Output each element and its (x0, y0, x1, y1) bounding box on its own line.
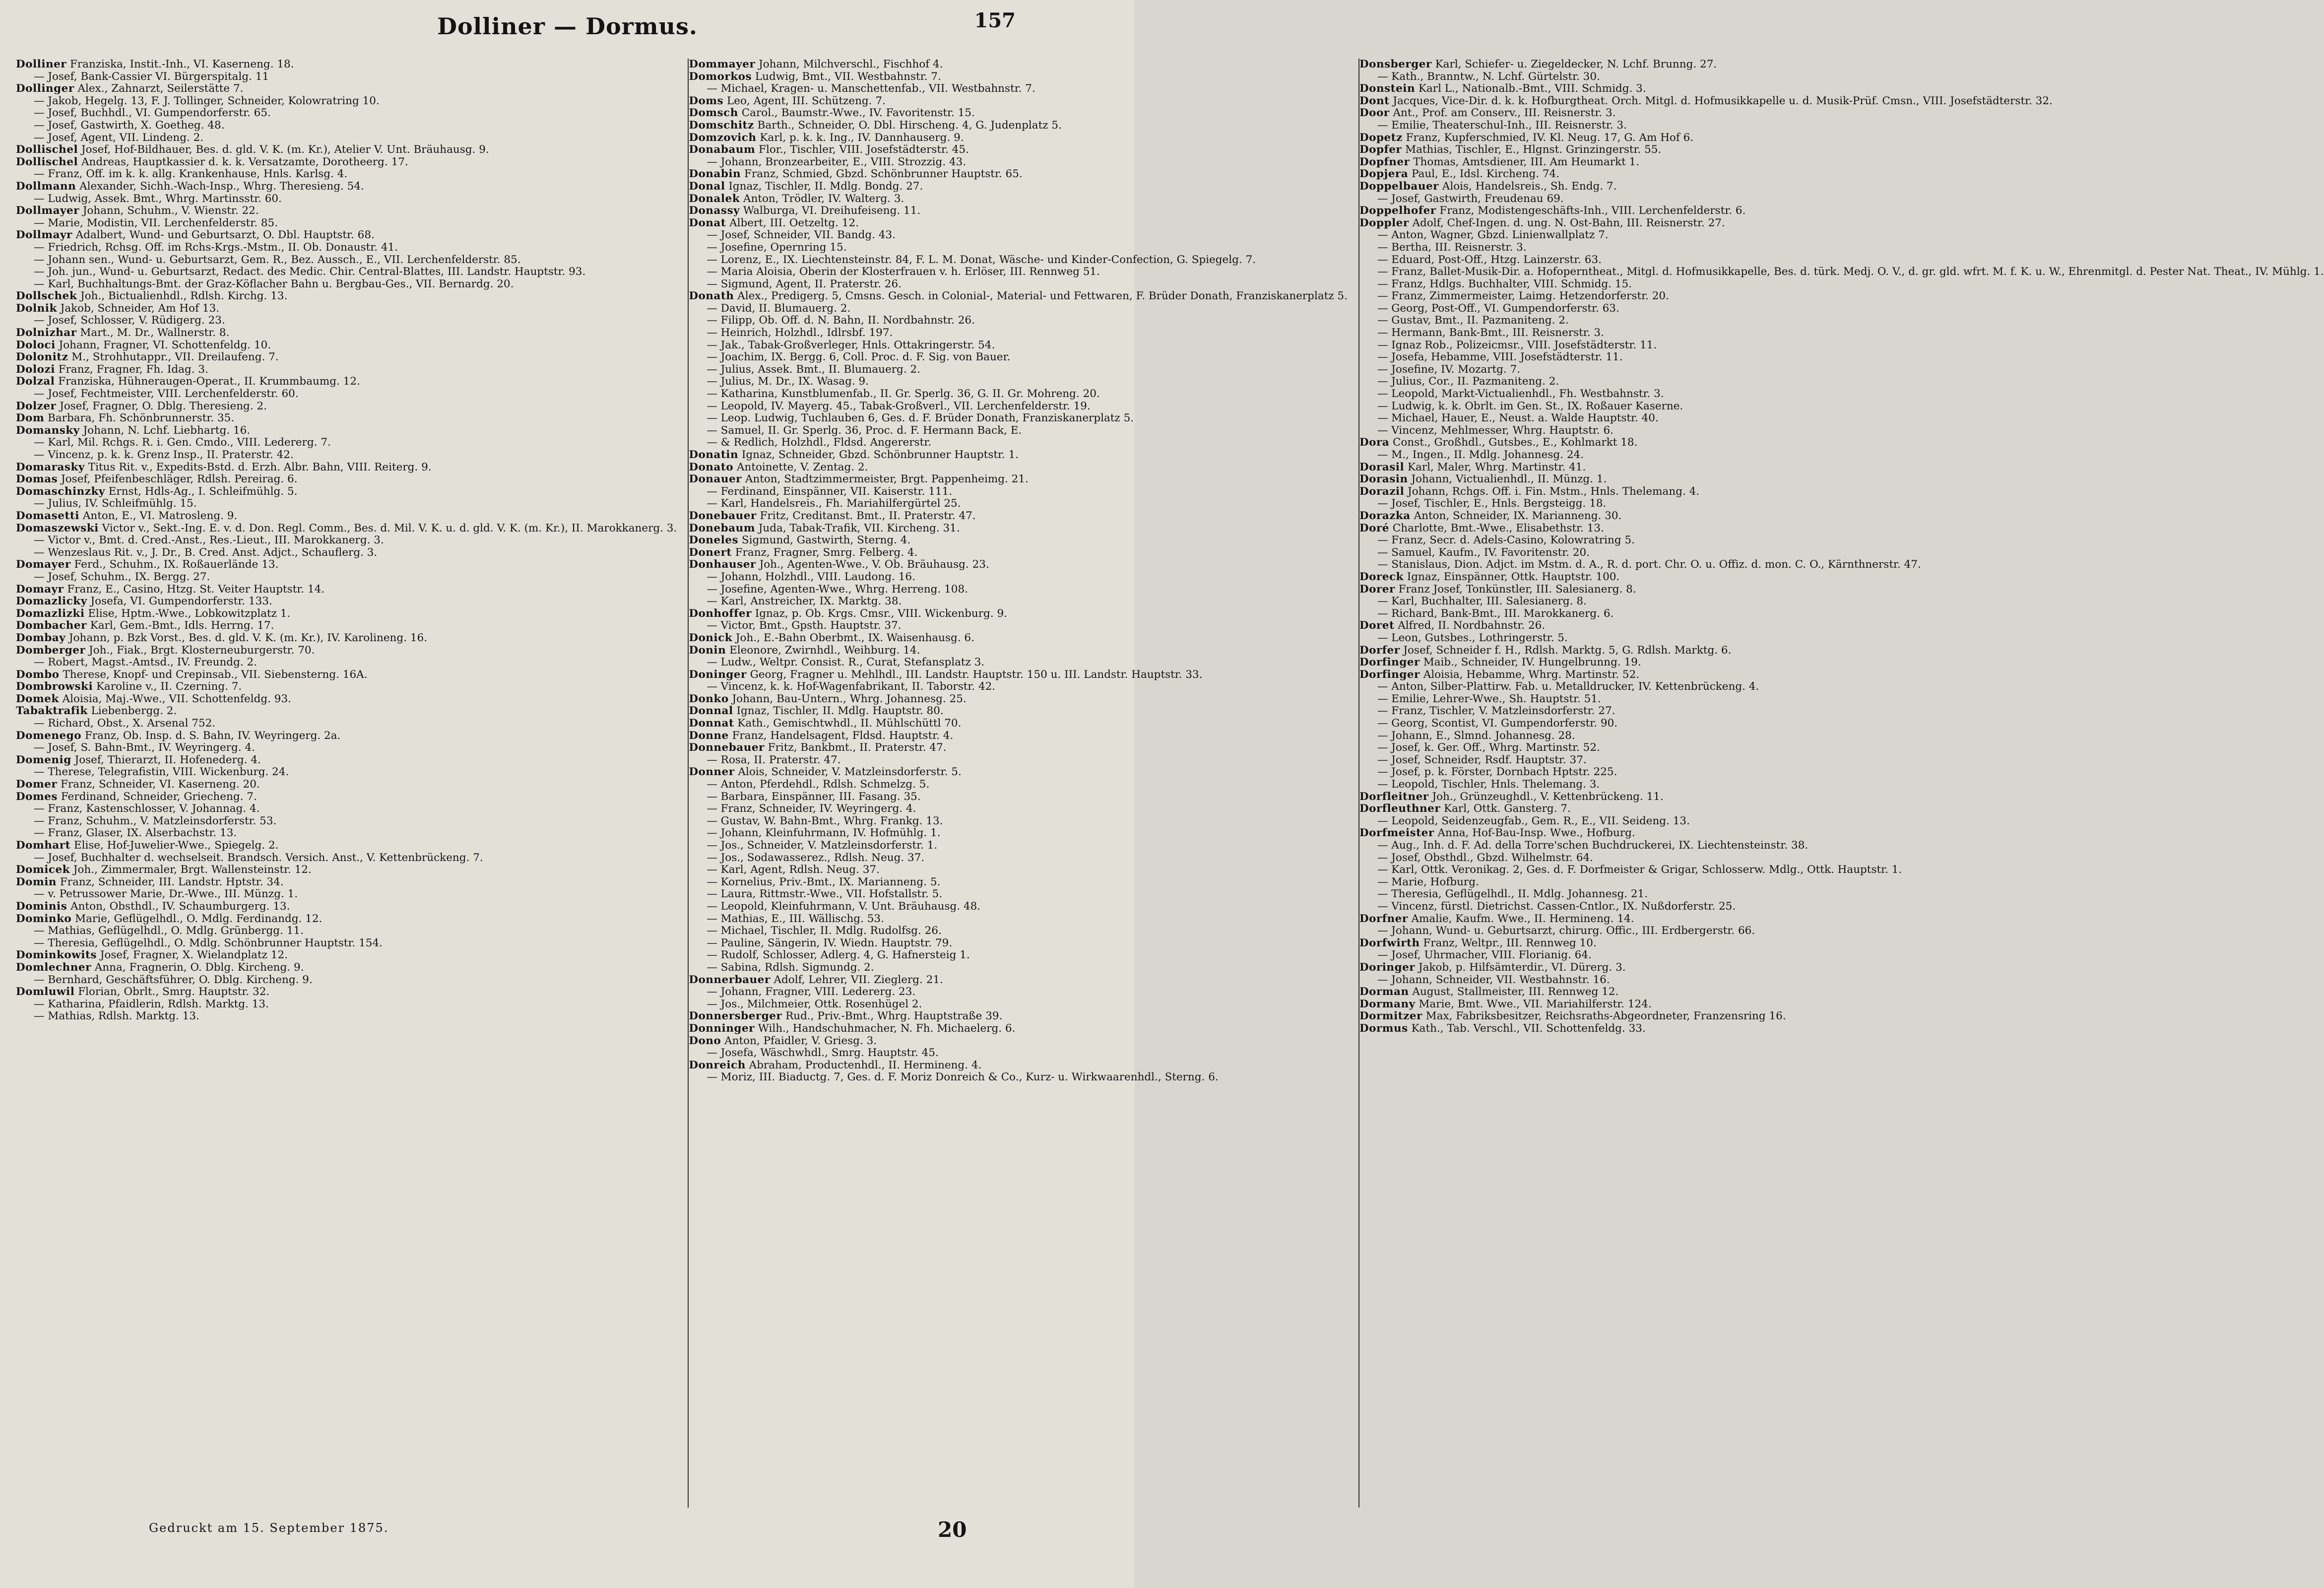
directory-entry: Domek Aloisia, Maj.-Wwe., VII. Schottenfeldg. 93. (16, 692, 291, 705)
directory-entry: — Mathias, E., III. Wällischg. 53. (707, 912, 884, 925)
directory-entry: Dollmann Alexander, Sichh.-Wach-Insp., Whrg. Theresieng. 54. (16, 180, 364, 193)
directory-entry: Donick Joh., E.-Bahn Oberbmt., IX. Waisenhausg. 6. (689, 631, 974, 644)
directory-entry: — Samuel, Kaufm., IV. Favoritenstr. 20. (1377, 546, 1590, 559)
directory-entry: — Franz, Schneider, IV. Weyringerg. 4. (707, 802, 916, 815)
directory-entry: Dolzal Franziska, Hühneraugen-Operat., II. Krummbaumg. 12. (16, 375, 360, 388)
sheet-signature: 20 (938, 1518, 967, 1542)
directory-entry: Domin Franz, Schneider, III. Landstr. Hptstr. 34. (16, 875, 284, 888)
column-left (16, 59, 677, 1508)
directory-entry: Dolnizhar Mart., M. Dr., Wallnerstr. 8. (16, 327, 230, 339)
directory-entry: — Karl, Buchhalter, III. Salesianerg. 8. (1377, 595, 1587, 608)
directory-entry: — Franz, Ballet-Musik-Dir. a. Hofoperntheat., Mitgl. d. Hofmusikkapelle, Bes. d. türk. Medj. O. V., d. gr. gld. wfrt. M. f. K. u. W., Ehrenmitgl. d. Pester Nat. Theat., IV. Mühlg. 1. (1377, 265, 2324, 278)
directory-entry: — Joh. jun., Wund- u. Geburtsarzt, Redact. des Medic. Chir. Central-Blattes, III. Landstr. Hauptstr. 93. (34, 265, 586, 278)
directory-entry: — Leopold, Seidenzeugfab., Gem. R., E., VII. Seideng. 13. (1377, 814, 1690, 827)
directory-entry: — v. Petrussower Marie, Dr.-Wwe., III. Münzg. 1. (34, 888, 298, 901)
directory-entry: — Kath., Branntw., N. Lchf. Gürtelstr. 30. (1377, 70, 1600, 83)
directory-entry: — Friedrich, Rchsg. Off. im Rchs-Krgs.-Mstm., II. Ob. Donaustr. 41. (34, 241, 398, 254)
directory-entry: — Josef, Uhrmacher, VIII. Florianig. 64. (1377, 949, 1592, 962)
directory-entry: Donebaum Juda, Tabak-Trafik, VII. Kircheng. 31. (689, 522, 960, 534)
directory-entry: — Victor v., Bmt. d. Cred.-Anst., Res.-Lieut., III. Marokkanerg. 3. (34, 534, 384, 547)
directory-entry: Domlechner Anna, Fragnerin, O. Dblg. Kircheng. 9. (16, 961, 304, 974)
directory-entry: — Jakob, Hegelg. 13, F. J. Tollinger, Schneider, Kolowratring 10. (34, 94, 380, 107)
directory-entry: Donninger Wilh., Handschuhmacher, N. Fh. Michaelerg. 6. (689, 1022, 1016, 1035)
directory-entry: — Josefine, IV. Mozartg. 7. (1377, 363, 1521, 376)
directory-entry: — Johann, E., Slmnd. Johannesg. 28. (1377, 729, 1575, 742)
directory-entry: — Franz, Glaser, IX. Alserbachstr. 13. (34, 827, 237, 840)
directory-entry: — Theresia, Geflügelhdl., O. Mdlg. Schönbrunner Hauptstr. 154. (34, 936, 383, 949)
directory-entry: — Ludw., Weltpr. Consist. R., Curat, Stefansplatz 3. (707, 656, 985, 669)
directory-entry: — Mathias, Geflügelhdl., O. Mdlg. Grünbergg. 11. (34, 925, 304, 937)
directory-entry: — Josef, Gastwirth, X. Goetheg. 48. (34, 119, 225, 132)
directory-entry: Dorman August, Stallmeister, III. Rennweg 12. (1359, 986, 1619, 998)
directory-entry: — Lorenz, E., IX. Liechtensteinstr. 84, F. L. M. Donat, Wäsche- und Kinder-Confection, G. Spiegelg. 7. (707, 253, 1256, 266)
directory-entry: — Richard, Obst., X. Arsenal 752. (34, 717, 216, 730)
directory-entry: — Jos., Schneider, V. Matzleinsdorferstr. 1. (707, 839, 938, 852)
directory-entry: Donabin Franz, Schmied, Gbzd. Schönbrunner Hauptstr. 65. (689, 168, 1023, 181)
directory-entry: Dopfner Thomas, Amtsdiener, III. Am Heumarkt 1. (1359, 155, 1640, 168)
directory-entry: Domazlicky Josefa, VI. Gumpendorferstr. 133. (16, 595, 272, 608)
directory-entry: Domes Ferdinand, Schneider, Griecheng. 7. (16, 790, 257, 803)
directory-entry: — Leop. Ludwig, Tuchlauben 6, Ges. d. F. Brüder Donath, Franziskanerplatz 5. (707, 412, 1134, 425)
directory-entry: — Josef, k. Ger. Off., Whrg. Martinstr. 52. (1377, 741, 1600, 754)
directory-entry: Dorfmeister Anna, Hof-Bau-Insp. Wwe., Hofburg. (1359, 827, 1635, 840)
directory-entry: — Gustav, W. Bahn-Bmt., Whrg. Frankg. 13. (707, 814, 943, 827)
directory-entry: Donalek Anton, Trödler, IV. Walterg. 3. (689, 192, 904, 205)
directory-entry: Domenego Franz, Ob. Insp. d. S. Bahn, IV. Weyringerg. 2a. (16, 729, 341, 742)
directory-entry: Domayr Franz, E., Casino, Htzg. St. Veiter Hauptstr. 14. (16, 583, 325, 596)
directory-entry: — Gustav, Bmt., II. Pazmaniteng. 2. (1377, 314, 1569, 327)
directory-entry: Donabaum Flor., Tischler, VIII. Josefstädterstr. 45. (689, 143, 969, 156)
directory-entry: — Wenzeslaus Rit. v., J. Dr., B. Cred. Anst. Adjct., Schauflerg. 3. (34, 546, 378, 559)
directory-entry: — Laura, Rittmstr.-Wwe., VII. Hofstallstr. 5. (707, 888, 943, 901)
directory-entry: Donato Antoinette, V. Zentag. 2. (689, 461, 868, 473)
directory-entry: Donne Franz, Handelsagent, Fldsd. Hauptstr. 4. (689, 729, 954, 742)
directory-entry: — Kornelius, Priv.-Bmt., IX. Marianneng. 5. (707, 875, 941, 888)
directory-entry: — Pauline, Sängerin, IV. Wiedn. Hauptstr. 79. (707, 936, 953, 949)
directory-entry: — Maria Aloisia, Oberin der Klosterfrauen v. h. Erlöser, III. Rennweg 51. (707, 265, 1100, 278)
directory-entry: Donner Alois, Schneider, V. Matzleinsdorferstr. 5. (689, 766, 962, 779)
directory-entry: Doninger Georg, Fragner u. Mehlhdl., III. Landstr. Hauptstr. 150 u. III. Landstr. Hauptstr. 33. (689, 668, 1203, 681)
directory-entry: Domarasky Titus Rit. v., Expedits-Bstd. d. Erzh. Albr. Bahn, VIII. Reiterg. 9. (16, 461, 432, 473)
directory-entry: Domas Josef, Pfeifenbeschläger, Rdlsh. Pereirag. 6. (16, 473, 298, 486)
directory-entry: — Josef, Schuhm., IX. Bergg. 27. (34, 570, 210, 583)
directory-entry: — Ludwig, Assek. Bmt., Whrg. Martinsstr. 60. (34, 192, 282, 205)
directory-entry: — Josefine, Opernring 15. (707, 241, 847, 254)
directory-entry: — Leopold, IV. Mayerg. 45., Tabak-Großverl., VII. Lerchenfelderstr. 19. (707, 399, 1091, 412)
directory-entry: — Josef, p. k. Förster, Dornbach Hptstr. 225. (1377, 766, 1617, 779)
directory-entry: Domazlizki Elise, Hptm.-Wwe., Lobkowitzplatz 1. (16, 607, 291, 620)
directory-entry: Dorfleitner Joh., Grünzeughdl., V. Kettenbrückeng. 11. (1359, 790, 1664, 803)
directory-entry: — Julius, M. Dr., IX. Wasag. 9. (707, 375, 869, 388)
directory-entry: Dopfer Mathias, Tischler, E., Hlgnst. Grinzingerstr. 55. (1359, 143, 1662, 156)
directory-entry: — Stanislaus, Dion. Adjct. im Mstm. d. A., R. d. port. Chr. O. u. Offiz. d. mon. C. O., Kärnthnerstr. 47. (1377, 558, 1921, 571)
directory-entry: Dorer Franz Josef, Tonkünstler, III. Salesianerg. 8. (1359, 583, 1636, 596)
directory-entry: Domzovich Karl, p. k. k. Ing., IV. Dannhauserg. 9. (689, 131, 964, 144)
directory-entry: Doppler Adolf, Chef-Ingen. d. ung. N. Ost-Bahn, III. Reisnerstr. 27. (1359, 216, 1725, 229)
directory-entry: — Josef, Tischler, E., Hnls. Bergsteigg. 18. (1377, 497, 1607, 510)
directory-entry: Dorasil Karl, Maler, Whrg. Martinstr. 41. (1359, 461, 1586, 473)
directory-entry: — Robert, Magst.-Amtsd., IV. Freundg. 2. (34, 656, 258, 669)
directory-entry: Dorasin Johann, Victualienhdl., II. Münzg. 1. (1359, 473, 1607, 486)
directory-entry: Dora Const., Großhdl., Gutsbes., E., Kohlmarkt 18. (1359, 436, 1638, 449)
directory-entry: Dono Anton, Pfaidler, V. Griesg. 3. (689, 1034, 877, 1047)
directory-entry: — Johann sen., Wund- u. Geburtsarzt, Gem. R., Bez. Aussch., E., VII. Lerchenfelderstr. 85. (34, 253, 521, 266)
directory-entry: — Bertha, III. Reisnerstr. 3. (1377, 241, 1527, 254)
directory-entry: — Katharina, Kunstblumenfab., II. Gr. Sperlg. 36, G. II. Gr. Mohreng. 20. (707, 388, 1100, 400)
directory-entry: — Heinrich, Holzhdl., Idlrsbf. 197. (707, 327, 893, 339)
directory-entry: Donstein Karl L., Nationalb.-Bmt., VIII. Schmidg. 3. (1359, 82, 1646, 95)
directory-entry: — Johann, Wund- u. Geburtsarzt, chirurg. Offic., III. Erdbergerstr. 66. (1377, 925, 1755, 937)
directory-entry: Dollischel Andreas, Hauptkassier d. k. k. Versatzamte, Dorotheerg. 17. (16, 155, 408, 168)
directory-entry: Dolliner Franziska, Instit.-Inh., VI. Kaserneng. 18. (16, 58, 294, 70)
directory-entry: Doré Charlotte, Bmt.-Wwe., Elisabethstr. 13. (1359, 522, 1604, 534)
directory-entry: — Leopold, Kleinfuhrmann, V. Unt. Bräuhausg. 48. (707, 900, 981, 913)
directory-entry: Door Ant., Prof. am Conserv., III. Reisnerstr. 3. (1359, 107, 1616, 120)
directory-entry: — Leon, Gutsbes., Lothringerstr. 5. (1377, 631, 1568, 644)
directory-entry: — Anton, Silber-Plattirw. Fab. u. Metalldrucker, IV. Kettenbrückeng. 4. (1377, 680, 1759, 693)
directory-entry: Domaszewski Victor v., Sekt.-Ing. E. v. d. Don. Regl. Comm., Bes. d. Mil. V. K. u. d. gld. V. K. (m. Kr.), II. Marokkanerg. 3. (16, 522, 677, 534)
directory-entry: Donatin Ignaz, Schneider, Gbzd. Schönbrunner Hauptstr. 1. (689, 449, 1019, 461)
directory-entry: — Joachim, IX. Bergg. 6, Coll. Proc. d. F. Sig. von Bauer. (707, 351, 1011, 364)
directory-entry: Dolonitz M., Strohhutappr., VII. Dreilaufeng. 7. (16, 351, 279, 364)
directory-entry: Dollischel Josef, Hof-Bildhauer, Bes. d. gld. V. K. (m. Kr.), Atelier V. Unt. Bräuhausg. 9. (16, 143, 489, 156)
directory-entry: — Sigmund, Agent, II. Praterstr. 26. (707, 277, 902, 290)
directory-entry: Dolnik Jakob, Schneider, Am Hof 13. (16, 302, 220, 315)
directory-entry: — Katharina, Pfaidlerin, Rdlsh. Marktg. 13. (34, 997, 269, 1010)
directory-entry: Donin Eleonore, Zwirnhdl., Weihburg. 14. (689, 644, 920, 657)
directory-entry: — Leopold, Tischler, Hnls. Thelemang. 3. (1377, 778, 1600, 791)
directory-entry: — Aug., Inh. d. F. Ad. della Torre'schen Buchdruckerei, IX. Liechtensteinstr. 38. (1377, 839, 1808, 852)
directory-entry: — Franz, Hdlgs. Buchhalter, VIII. Schmidg. 15. (1377, 277, 1632, 290)
directory-entry: Dollmayr Adalbert, Wund- und Geburtsarzt, O. Dbl. Hauptstr. 68. (16, 229, 375, 242)
directory-entry: — Josef, Buchhalter d. wechselseit. Brandsch. Versich. Anst., V. Kettenbrückeng. 7. (34, 851, 483, 864)
directory-entry: Donnerbauer Adolf, Lehrer, VII. Zieglerg. 21. (689, 973, 943, 986)
directory-entry: — Mathias, Rdlsh. Marktg. 13. (34, 1010, 199, 1023)
directory-entry: — Julius, Assek. Bmt., II. Blumauerg. 2. (707, 363, 920, 376)
directory-entry: Dorfleuthner Karl, Ottk. Gansterg. 7. (1359, 802, 1571, 815)
directory-entry: — Anton, Wagner, Gbzd. Linienwallplatz 7. (1377, 229, 1609, 242)
directory-entry: Domansky Johann, N. Lchf. Liebhartg. 16. (16, 424, 251, 437)
directory-entry: — Karl, Agent, Rdlsh. Neug. 37. (707, 863, 880, 876)
directory-entry: — Josef, Buchhdl., VI. Gumpendorferstr. 65. (34, 107, 271, 120)
directory-entry: — Georg, Post-Off., VI. Gumpendorferstr. 63. (1377, 302, 1619, 315)
directory-entry: Dombrowski Karoline v., II. Czerning. 7. (16, 680, 242, 693)
directory-entry: Dombo Therese, Knopf- und Crepinsab., VII. Siebensterng. 16A. (16, 668, 368, 681)
directory-entry: — Karl, Handelsreis., Fh. Mariahilfergürtel 25. (707, 497, 961, 510)
directory-entry: Dorfinger Maib., Schneider, IV. Hungelbrunng. 19. (1359, 656, 1641, 669)
directory-entry: — Rudolf, Schlosser, Adlerg. 4, G. Hafnersteig 1. (707, 949, 970, 962)
directory-entry: Dominis Anton, Obsthdl., IV. Schaumburgerg. 13. (16, 900, 290, 913)
directory-entry: — Anton, Pferdehdl., Rdlsh. Schmelzg. 5. (707, 778, 930, 791)
directory-entry: — Johann, Kleinfuhrmann, IV. Hofmühlg. 1. (707, 827, 941, 840)
directory-entry: Dom Barbara, Fh. Schönbrunnerstr. 35. (16, 412, 235, 425)
column-middle (688, 59, 1348, 1508)
directory-entry: — Karl, Buchhaltungs-Bmt. der Graz-Köflacher Bahn u. Bergbau-Ges., VII. Bernardg. 20. (34, 277, 514, 290)
directory-entry: — Josefa, Wäschwhdl., Smrg. Hauptstr. 45. (707, 1047, 939, 1059)
page-number: 157 (974, 9, 1016, 32)
directory-entry: — Michael, Kragen- u. Manschettenfab., VII. Westbahnstr. 7. (707, 82, 1035, 95)
directory-entry: — Marie, Hofburg. (1377, 875, 1479, 888)
directory-entry: Dorfinger Aloisia, Hebamme, Whrg. Martinstr. 52. (1359, 668, 1640, 681)
directory-entry: Dont Jacques, Vice-Dir. d. k. k. Hofburgtheat. Orch. Mitgl. d. Hofmusikkapelle u. d. Musik-Prüf. Cmsn., VIII. Josefstädterstr. 32. (1359, 94, 2053, 107)
directory-entry: Domluwil Florian, Obrlt., Smrg. Hauptstr. 32. (16, 986, 270, 998)
directory-entry: — Filipp, Ob. Off. d. N. Bahn, II. Nordbahnstr. 26. (707, 314, 975, 327)
directory-entry: — Franz, Kastenschlosser, V. Johannag. 4. (34, 802, 260, 815)
directory-entry: — Ignaz Rob., Polizeicmsr., VIII. Josefstädterstr. 11. (1377, 338, 1657, 351)
directory-entry: — Michael, Hauer, E., Neust. a. Walde Hauptstr. 40. (1377, 412, 1659, 425)
directory-entry: — Ferdinand, Einspänner, VII. Kaiserstr. 111. (707, 485, 953, 498)
directory-entry: Donnebauer Fritz, Bankbmt., II. Praterstr. 47. (689, 741, 947, 754)
directory-entry: — Victor, Bmt., Gpsth. Hauptstr. 37. (707, 619, 902, 632)
directory-entry: — Franz, Tischler, V. Matzleinsdorferstr. 27. (1377, 705, 1615, 718)
directory-entry: Donert Franz, Fragner, Smrg. Felberg. 4. (689, 546, 918, 559)
directory-entry: — Marie, Modistin, VII. Lerchenfelderstr. 85. (34, 216, 278, 229)
directory-entry: Donnat Kath., Gemischtwhdl., II. Mühlschüttl 70. (689, 717, 962, 730)
directory-entry: Doloci Johann, Fragner, VI. Schottenfeldg. 10. (16, 338, 271, 351)
directory-entry: — Julius, IV. Schleifmühlg. 15. (34, 497, 197, 510)
directory-entry: Donhoffer Ignaz, p. Ob. Krgs. Cmsr., VIII. Wickenburg. 9. (689, 607, 1007, 620)
directory-entry: Doret Alfred, II. Nordbahnstr. 26. (1359, 619, 1546, 632)
directory-entry: Dolzer Josef, Fragner, O. Dblg. Theresieng. 2. (16, 399, 267, 412)
directory-entry: Dorfer Josef, Schneider f. H., Rdlsh. Marktg. 5, G. Rdlsh. Marktg. 6. (1359, 644, 1732, 657)
directory-entry: Dominko Marie, Geflügelhdl., O. Mdlg. Ferdinandg. 12. (16, 912, 323, 925)
directory-entry: — Vincenz, k. k. Hof-Wagenfabrikant, II. Taborstr. 42. (707, 680, 996, 693)
directory-entry: — Richard, Bank-Bmt., III. Marokkanerg. 6. (1377, 607, 1614, 620)
directory-entry: — Ludwig, k. k. Obrlt. im Gen. St., IX. Roßauer Kaserne. (1377, 399, 1683, 412)
directory-entry: — Emilie, Lehrer-Wwe., Sh. Hauptstr. 51. (1377, 692, 1601, 705)
directory-entry: Doneles Sigmund, Gastwirth, Sterng. 4. (689, 534, 911, 547)
directory-entry: Doppelhofer Franz, Modistengeschäfts-Inh., VIII. Lerchenfelderstr. 6. (1359, 204, 1746, 217)
directory-entry: — Franz, Off. im k. k. allg. Krankenhause, Hnls. Karlsg. 4. (34, 168, 348, 181)
directory-entry: Dollinger Alex., Zahnarzt, Seilerstätte 7. (16, 82, 244, 95)
directory-entry: Dorazil Johann, Rchgs. Off. i. Fin. Mstm., Hnls. Thelemang. 4. (1359, 485, 1700, 498)
directory-entry: — Josef, Fechtmeister, VIII. Lerchenfelderstr. 60. (34, 388, 299, 400)
directory-entry: — Johann, Fragner, VIII. Ledererg. 23. (707, 986, 916, 998)
directory-entry: — M., Ingen., II. Mdlg. Johannesg. 24. (1377, 449, 1584, 461)
directory-entry: Dorazka Anton, Schneider, IX. Marianneng. 30. (1359, 509, 1622, 522)
directory-entry: — Franz, Schuhm., V. Matzleinsdorferstr. 53. (34, 814, 277, 827)
directory-entry: — Sabina, Rdlsh. Sigmundg. 2. (707, 961, 874, 974)
directory-entry: Dopetz Franz, Kupferschmied, IV. Kl. Neug. 17, G. Am Hof 6. (1359, 131, 1694, 144)
running-title: Dolliner — Dormus. (437, 13, 698, 40)
directory-entry: Domorkos Ludwig, Bmt., VII. Westbahnstr. 7. (689, 70, 941, 83)
directory-entry: — Jos., Sodawasserez., Rdlsh. Neug. 37. (707, 851, 925, 864)
directory-entry: Donal Ignaz, Tischler, II. Mdlg. Bondg. 27. (689, 180, 923, 193)
directory-entry: Dormany Marie, Bmt. Wwe., VII. Mariahilferstr. 124. (1359, 997, 1652, 1010)
directory-entry: — Michael, Tischler, II. Mdlg. Rudolfsg. 26. (707, 925, 942, 937)
directory-entry: — Johann, Bronzearbeiter, E., VIII. Strozzig. 43. (707, 155, 967, 168)
directory-entry: Domsch Carol., Baumstr.-Wwe., IV. Favoritenstr. 15. (689, 107, 975, 120)
directory-entry: Dominkowits Josef, Fragner, X. Wielandplatz 12. (16, 949, 288, 962)
column-right (1358, 59, 2324, 1508)
directory-entry: Domer Franz, Schneider, VI. Kaserneng. 20. (16, 778, 260, 791)
directory-entry: Domaschinzky Ernst, Hdls-Ag., I. Schleifmühlg. 5. (16, 485, 298, 498)
directory-entry: — Josef, Obsthdl., Gbzd. Wilhelmstr. 64. (1377, 851, 1593, 864)
directory-entry: Donassy Walburga, VI. Dreihufeiseng. 11. (689, 204, 921, 217)
directory-entry: — Rosa, II. Praterstr. 47. (707, 753, 841, 766)
directory-entry: Doppelbauer Alois, Handelsreis., Sh. Endg. 7. (1359, 180, 1617, 193)
directory-entry: Dorfner Amalie, Kaufm. Wwe., II. Hermineng. 14. (1359, 912, 1634, 925)
directory-entry: — David, II. Blumauerg. 2. (707, 302, 851, 315)
directory-entry: Doms Leo, Agent, III. Schützeng. 7. (689, 94, 886, 107)
directory-entry: Dollmayer Johann, Schuhm., V. Wienstr. 22. (16, 204, 259, 217)
directory-entry: — Julius, Cor., II. Pazmaniteng. 2. (1377, 375, 1559, 388)
directory-entry: — Johann, Holzhdl., VIII. Laudong. 16. (707, 570, 915, 583)
directory-entry: Donnal Ignaz, Tischler, II. Mdlg. Hauptstr. 80. (689, 705, 944, 718)
directory-entry: Donebauer Fritz, Creditanst. Bmt., II. Praterstr. 47. (689, 509, 976, 522)
directory-entry: Donhauser Joh., Agenten-Wwe., V. Ob. Bräuhausg. 23. (689, 558, 989, 571)
directory-entry: — Vincenz, Mehlmesser, Whrg. Hauptstr. 6. (1377, 424, 1614, 437)
directory-entry: Dombay Johann, p. Bzk Vorst., Bes. d. gld. V. K. (m. Kr.), IV. Karolineng. 16. (16, 631, 428, 644)
directory-entry: — Josefa, Hebamme, VIII. Josefstädterstr. 11. (1377, 351, 1623, 364)
directory-entry: — Theresia, Geflügelhdl., II. Mdlg. Johannesg. 21. (1377, 888, 1648, 901)
directory-entry: — Georg, Scontist, VI. Gumpendorferstr. 90. (1377, 717, 1618, 730)
directory-entry: — Josef, S. Bahn-Bmt., IV. Weyringerg. 4. (34, 741, 255, 754)
directory-entry: Domasetti Anton, E., VI. Matrosleng. 9. (16, 509, 238, 522)
directory-entry: Domschitz Barth., Schneider, O. Dbl. Hirscheng. 4, G. Judenplatz 5. (689, 119, 1062, 132)
directory-entry: Dorfwirth Franz, Weltpr., III. Rennweg 10. (1359, 936, 1597, 949)
directory-entry: Dopjera Paul, E., Idsl. Kircheng. 74. (1359, 168, 1560, 181)
directory-entry: — Jak., Tabak-Großverleger, Hnls. Ottakringerstr. 54. (707, 338, 995, 351)
directory-entry: — Karl, Anstreicher, IX. Marktg. 38. (707, 595, 902, 608)
directory-entry: — Josef, Schneider, Rsdf. Hauptstr. 37. (1377, 753, 1587, 766)
directory-entry: — & Redlich, Holzhdl., Fldsd. Angererstr. (707, 436, 932, 449)
directory-entry: Dombacher Karl, Gem.-Bmt., Idls. Herrng. 17. (16, 619, 274, 632)
directory-entry: Domayer Ferd., Schuhm., IX. Roßauerlände 13. (16, 558, 279, 571)
directory-entry: — Barbara, Einspänner, III. Fasang. 35. (707, 790, 921, 803)
directory-entry: — Emilie, Theaterschul-Inh., III. Reisnerstr. 3. (1377, 119, 1627, 132)
directory-entry: Donreich Abraham, Productenhdl., II. Hermineng. 4. (689, 1059, 982, 1071)
directory-entry: — Moriz, III. Biaductg. 7, Ges. d. F. Moriz Donreich & Co., Kurz- u. Wirkwaarenhdl., Sterng. 6. (707, 1071, 1219, 1084)
directory-entry: Dolozi Franz, Fragner, Fh. Idag. 3. (16, 363, 208, 376)
directory-entry: Tabaktrafik Liebenbergg. 2. (16, 705, 177, 718)
directory-entry: Dormus Kath., Tab. Verschl., VII. Schottenfeldg. 33. (1359, 1022, 1646, 1035)
directory-entry: Domenig Josef, Thierarzt, II. Hofenederg. 4. (16, 753, 261, 766)
directory-entry: Doreck Ignaz, Einspänner, Ottk. Hauptstr. 100. (1359, 570, 1620, 583)
directory-entry: — Josef, Schlosser, V. Rüdigerg. 23. (34, 314, 225, 327)
directory-entry: — Josef, Agent, VII. Lindeng. 2. (34, 131, 204, 144)
directory-entry: — Vincenz, p. k. k. Grenz Insp., II. Praterstr. 42. (34, 449, 294, 461)
print-date-note: Gedruckt am 15. September 1875. (149, 1521, 389, 1535)
directory-entry: — Eduard, Post-Off., Htzg. Lainzerstr. 63. (1377, 253, 1602, 266)
directory-entry: — Karl, Mil. Rchgs. R. i. Gen. Cmdo., VIII. Ledererg. 7. (34, 436, 331, 449)
directory-entry: Domicek Joh., Zimmermaler, Brgt. Wallensteinstr. 12. (16, 863, 312, 876)
entry-columns (16, 58, 2324, 1508)
directory-entry: Domhart Elise, Hof-Juwelier-Wwe., Spiegelg. 2. (16, 839, 279, 852)
directory-entry: Dormitzer Max, Fabriksbesitzer, Reichsraths-Abgeordneter, Franzensring 16. (1359, 1010, 1786, 1023)
directory-entry: — Franz, Zimmermeister, Laimg. Hetzendorferstr. 20. (1377, 290, 1669, 303)
directory-entry: — Karl, Ottk. Veronikag. 2, Ges. d. F. Dorfmeister & Grigar, Schlosserw. Mdlg., Ottk. Hauptstr. 1. (1377, 863, 1902, 876)
directory-entry: Donsberger Karl, Schiefer- u. Ziegeldecker, N. Lchf. Brunng. 27. (1359, 58, 1717, 70)
directory-entry: Donko Johann, Bau-Untern., Whrg. Johannesg. 25. (689, 692, 967, 705)
directory-entry: Domberger Joh., Fiak., Brgt. Klosterneuburgerstr. 70. (16, 644, 315, 657)
directory-entry: — Bernhard, Geschäftsführer, O. Dblg. Kircheng. 9. (34, 973, 313, 986)
directory-entry: — Hermann, Bank-Bmt., III. Reisnerstr. 3. (1377, 327, 1604, 339)
directory-entry: Donat Albert, III. Oetzeltg. 12. (689, 216, 859, 229)
directory-entry: — Jos., Milchmeier, Ottk. Rosenhügel 2. (707, 997, 922, 1010)
directory-entry: Dommayer Johann, Milchverschl., Fischhof 4. (689, 58, 943, 70)
directory-entry: — Johann, Schneider, VII. Westbahnstr. 16. (1377, 973, 1610, 986)
directory-entry: Donath Alex., Predigerg. 5, Cmsns. Gesch. in Colonial-, Material- und Fettwaren, F. Brüder Donath, Franziskanerplatz 5. (689, 290, 1348, 303)
page-header (0, 9, 1135, 39)
directory-entry: — Franz, Secr. d. Adels-Casino, Kolowratring 5. (1377, 534, 1635, 547)
directory-entry: — Vincenz, fürstl. Dietrichst. Cassen-Cntlor., IX. Nußdorferstr. 25. (1377, 900, 1736, 913)
directory-entry: — Josef, Schneider, VII. Bandg. 43. (707, 229, 896, 242)
directory-entry: — Josef, Bank-Cassier VI. Bürgerspitalg. 11 (34, 70, 269, 83)
directory-entry: Doringer Jakob, p. Hilfsämterdir., VI. Dürerg. 3. (1359, 961, 1626, 974)
directory-entry: — Therese, Telegrafistin, VIII. Wickenburg. 24. (34, 766, 289, 779)
directory-entry: Donauer Anton, Stadtzimmermeister, Brgt. Pappenheimg. 21. (689, 473, 1029, 486)
directory-entry: — Josefine, Agenten-Wwe., Whrg. Herreng. 108. (707, 583, 968, 596)
directory-entry: Donnersberger Rud., Priv.-Bmt., Whrg. Hauptstraße 39. (689, 1010, 1003, 1023)
directory-entry: Dollschek Joh., Bictualienhdl., Rdlsh. Kirchg. 13. (16, 290, 288, 303)
directory-entry: — Leopold, Markt-Victualienhdl., Fh. Westbahnstr. 3. (1377, 388, 1664, 400)
directory-entry: — Samuel, II. Gr. Sperlg. 36, Proc. d. F. Hermann Back, E. (707, 424, 1022, 437)
directory-entry: — Josef, Gastwirth, Freudenau 69. (1377, 192, 1564, 205)
